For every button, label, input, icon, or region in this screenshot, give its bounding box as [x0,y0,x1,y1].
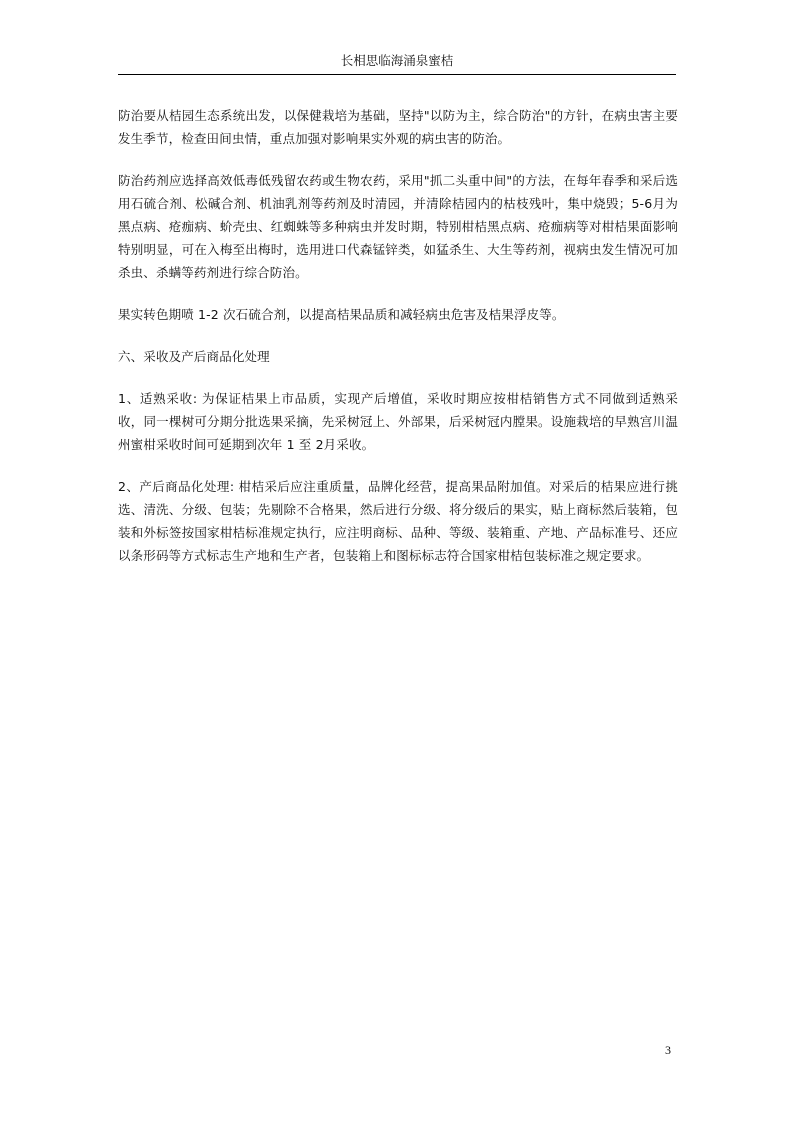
paragraph-postharvest-processing: 2、产后商品化处理: 柑桔采后应注重质量，品牌化经营，提高果品附加值。对采后的桔果应进行挑选、清洗、分级、包装；先剔除不合格果，然后进行分级、将分级后的果实，贴上商标然后装箱，包装和外标签按国家柑桔标准规定执行，应注明商标、品种、等级、装箱重、产地、产品标准号、还应以条形码等方式标志生产地和生产者，包装箱上和图标标志符合国家柑桔包装标准之规定要求。 [118,479,678,563]
document-body [118,104,678,586]
page-number: 3 [665,1043,671,1057]
page-header [118,52,676,75]
paragraph-timely-harvest: 1、适熟采收: 为保证桔果上市品质，实现产后增值，采收时期应按柑桔销售方式不同做到适熟采收，同一棵树可分期分批选果采摘，先采树冠上、外部果，后采树冠内膛果。设施栽培的早熟宫川温州蜜柑采收时间可延期到次年 1 至 2月采收。 [118,391,678,452]
paragraph-color-change-spray: 果实转色期喷 1-2 次石硫合剂，以提高桔果品质和减轻病虫危害及桔果浮皮等。 [118,307,565,322]
header-title: 长相思临海涌泉蜜桔 [340,53,454,68]
paragraph-pest-strategy: 防治要从桔园生态系统出发，以保健栽培为基础，坚持"以防为主，综合防治"的方针，在病虫害主要发生季节，检查田间虫情，重点加强对影响果实外观的病虫害的防治。 [118,108,678,146]
paragraph-pesticide-selection: 防治药剂应选择高效低毒低残留农药或生物农药，采用"抓二头重中间"的方法，在每年春季和采后选用石硫合剂、松碱合剂、机油乳剂等药剂及时清园，并清除桔园内的枯枝残叶，集中烧毁；5-6月为黑点病、疮痂病、蚧壳虫、红蜘蛛等多种病虫并发时期，特别柑桔黑点病、疮痂病等对柑桔果面影响特别明显，可在入梅至出梅时，选用进口代森锰锌类，如猛杀生、大生等药剂，视病虫发生情况可加杀虫、杀螨等药剂进行综合防治。 [118,173,678,280]
section-heading-harvest: 六、采收及产后商品化处理 [118,349,270,364]
